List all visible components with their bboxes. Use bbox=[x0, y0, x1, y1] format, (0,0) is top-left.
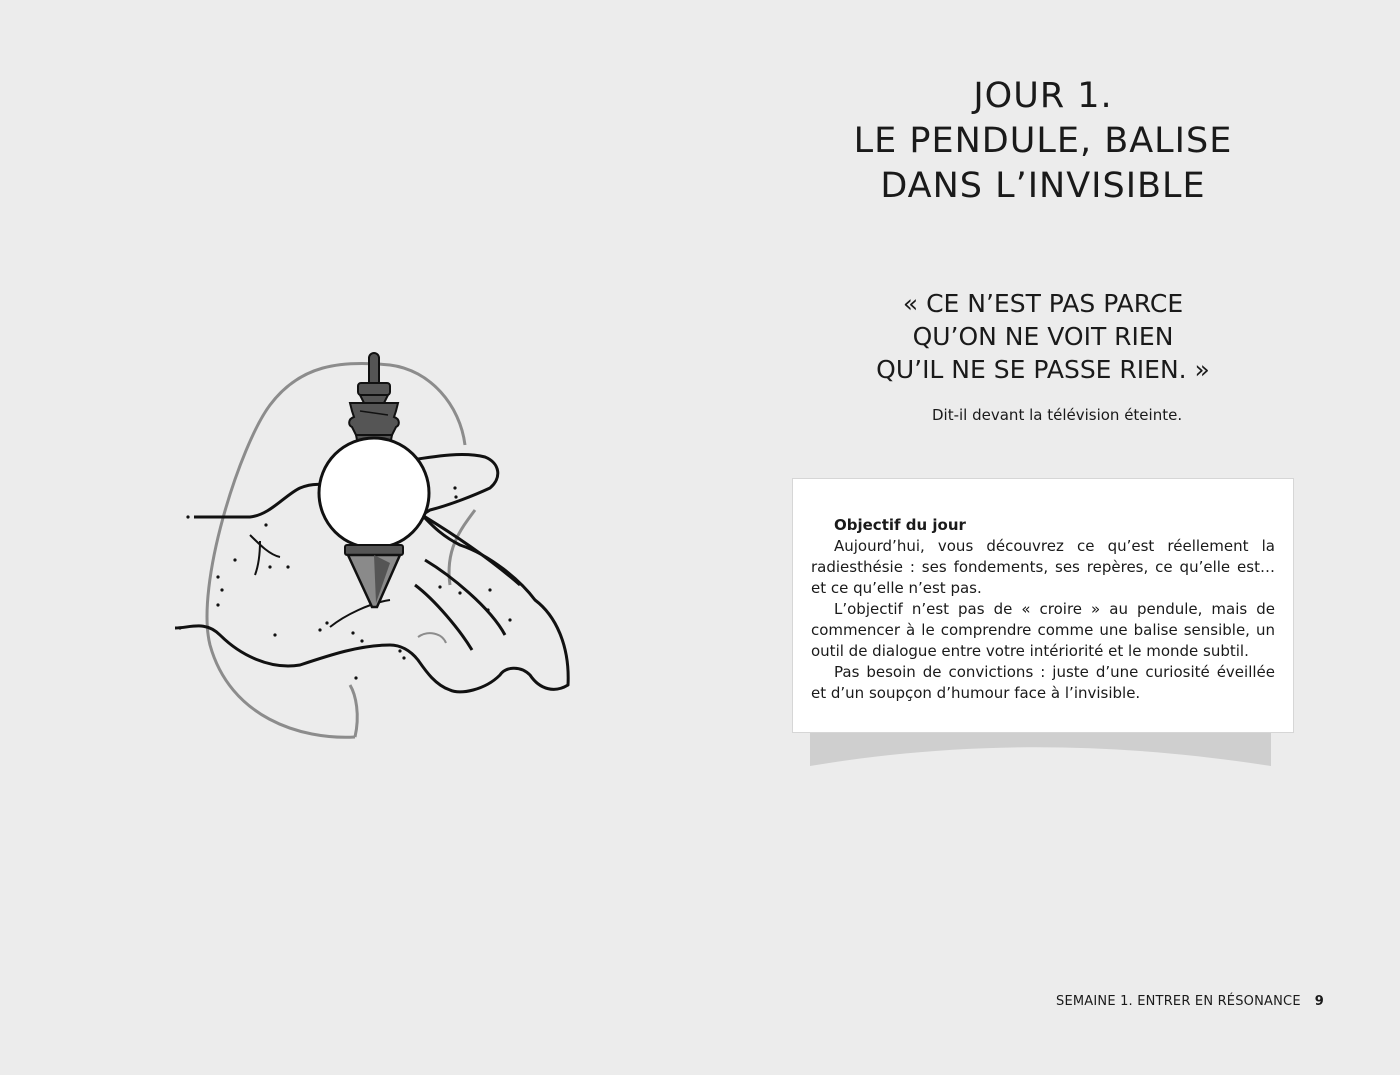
quote-line: « CE N’EST PAS PARCE bbox=[902, 289, 1184, 318]
objective-paragraph: L’objectif n’est pas de « croire » au pendule, mais de commencer à le comprendre comme une balise sensible, un outil de dialogue entre votre intériorité et le monde subtil. bbox=[811, 600, 1275, 660]
pendulum-cap bbox=[349, 403, 399, 435]
card-shadow bbox=[810, 733, 1271, 769]
title-line: DANS L’INVISIBLE bbox=[880, 166, 1206, 206]
chapter-title bbox=[700, 74, 1386, 209]
objective-paragraph: Aujourd’hui, vous découvrez ce qu’est réellement la radiesthésie : ses fondements, ses repères, ce qu’elle est… et ce qu’elle n’est pas. bbox=[811, 537, 1275, 597]
footer-section-title: SEMAINE 1. ENTRER EN RÉSONANCE bbox=[1056, 994, 1301, 1009]
page-number: 9 bbox=[1314, 994, 1324, 1009]
quote-line: QU’ON NE VOIT RIEN bbox=[912, 322, 1174, 351]
title-line: LE PENDULE, BALISE bbox=[853, 121, 1233, 161]
pendulum-tip bbox=[348, 555, 400, 607]
epigraph-quote bbox=[700, 287, 1386, 386]
objective-heading: Objectif du jour bbox=[834, 516, 966, 534]
objective-box bbox=[792, 478, 1294, 733]
running-footer bbox=[1056, 994, 1324, 1009]
quote-line: QU’IL NE SE PASSE RIEN. » bbox=[876, 355, 1210, 384]
title-line: JOUR 1. bbox=[973, 76, 1113, 116]
quote-attribution: Dit-il devant la télévision éteinte. bbox=[932, 406, 1183, 424]
right-page bbox=[700, 0, 1400, 1075]
pendulum-sphere bbox=[319, 438, 429, 548]
objective-paragraph: Pas besoin de convictions : juste d’une curiosité éveillée et d’un soupçon d’humour face à l’invisible. bbox=[811, 663, 1275, 702]
hand-pendulum-illustration bbox=[160, 345, 580, 745]
aura-outline bbox=[207, 363, 465, 737]
